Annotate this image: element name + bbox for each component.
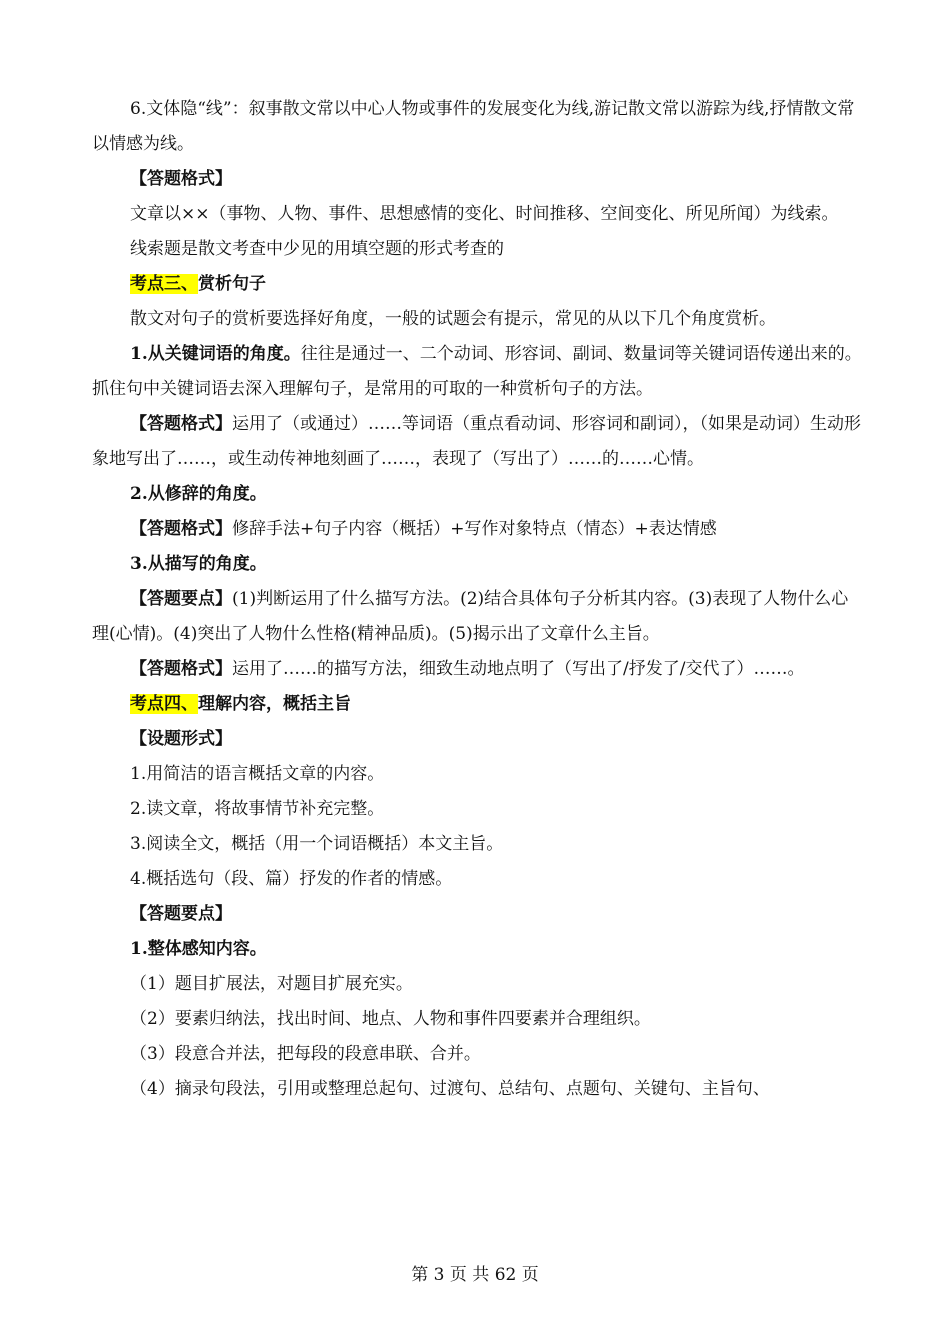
paragraph-format-4 — [92, 652, 862, 687]
body-text: 往往是通过一、二个动词、形容词、副词、数量词等关键词语传递出来的。抓住句中关键词语去深入理解句子，是常用的可取的一种赏析句子的方法。 — [92, 344, 862, 399]
heading-answer-points: 【答题要点】 — [130, 904, 232, 924]
paragraph-format-1 — [92, 407, 862, 477]
method-item: （2）要素归纳法，找出时间、地点、人物和事件四要素并合理组织。 — [130, 1009, 651, 1029]
section-heading-4 — [92, 687, 862, 722]
paragraph-intro: 散文对句子的赏析要选择好角度，一般的试题会有提示，常见的从以下几个角度赏析。 — [130, 309, 776, 329]
body-text: 运用了（或通过）……等词语（重点看动词、形容词和副词），（如果是动词）生动形象地写出了……，或生动传神地刻画了……，表现了（写出了）……的……心情。 — [92, 414, 861, 469]
question-item: 1.用简洁的语言概括文章的内容。 — [130, 764, 385, 784]
method-item: （1）题目扩展法，对题目扩展充实。 — [130, 974, 413, 994]
highlight-label: 考点四、 — [130, 694, 198, 714]
paragraph-format-2 — [92, 512, 862, 547]
subheading: 1.从关键词语的角度。 — [130, 344, 301, 364]
paragraph-format-template: 文章以××（事物、人物、事件、思想感情的变化、时间推移、空间变化、所见所闻）为线索。 — [130, 204, 839, 224]
highlight-label: 考点三、 — [130, 274, 198, 294]
subheading: 【答题格式】 — [130, 659, 232, 679]
paragraph-note: 线索题是散文考查中少见的用填空题的形式考查的 — [130, 239, 504, 259]
section-title: 理解内容，概括主旨 — [198, 694, 351, 714]
section-heading-3 — [92, 267, 862, 302]
subheading-rhetoric: 2.从修辞的角度。 — [130, 484, 267, 504]
question-item: 4.概括选句（段、篇）抒发的作者的情感。 — [130, 869, 453, 889]
subheading: 【答题要点】 — [130, 589, 232, 609]
document-body — [92, 92, 862, 1107]
method-item: （3）段意合并法，把每段的段意串联、合并。 — [130, 1044, 481, 1064]
method-item: （4）摘录句段法，引用或整理总起句、过渡句、总结句、点题句、关键句、主旨句、 — [130, 1079, 770, 1099]
question-item: 2.读文章，将故事情节补充完整。 — [130, 799, 385, 819]
subheading: 【答题格式】 — [130, 414, 232, 434]
page-footer: 第 3 页 共 62 页 — [411, 1265, 539, 1285]
subheading-description: 3.从描写的角度。 — [130, 554, 267, 574]
heading-question-form: 【设题形式】 — [130, 729, 232, 749]
section-title: 赏析句子 — [198, 274, 266, 294]
heading-answer-format: 【答题格式】 — [130, 169, 232, 189]
subheading-overall: 1.整体感知内容。 — [130, 939, 267, 959]
body-text: (1)判断运用了什么描写方法。(2)结合具体句子分析其内容。(3)表现了人物什么心理(心情)。(4)突出了人物什么性格(精神品质)。(5)揭示出了文章什么主旨。 — [92, 589, 849, 644]
paragraph-keyword-angle — [92, 337, 862, 407]
paragraph-line-clue: 6.文体隐“线”：叙事散文常以中心人物或事件的发展变化为线,游记散文常以游踪为线,抒情散文常以情感为线。 — [92, 99, 855, 154]
paragraph-points-3 — [92, 582, 862, 652]
question-item: 3.阅读全文，概括（用一个词语概括）本文主旨。 — [130, 834, 504, 854]
body-text: 运用了……的描写方法，细致生动地点明了（写出了/抒发了/交代了）……。 — [232, 659, 805, 679]
subheading: 【答题格式】 — [130, 519, 232, 539]
body-text: 修辞手法+句子内容（概括）+写作对象特点（情态）+表达情感 — [232, 519, 717, 539]
